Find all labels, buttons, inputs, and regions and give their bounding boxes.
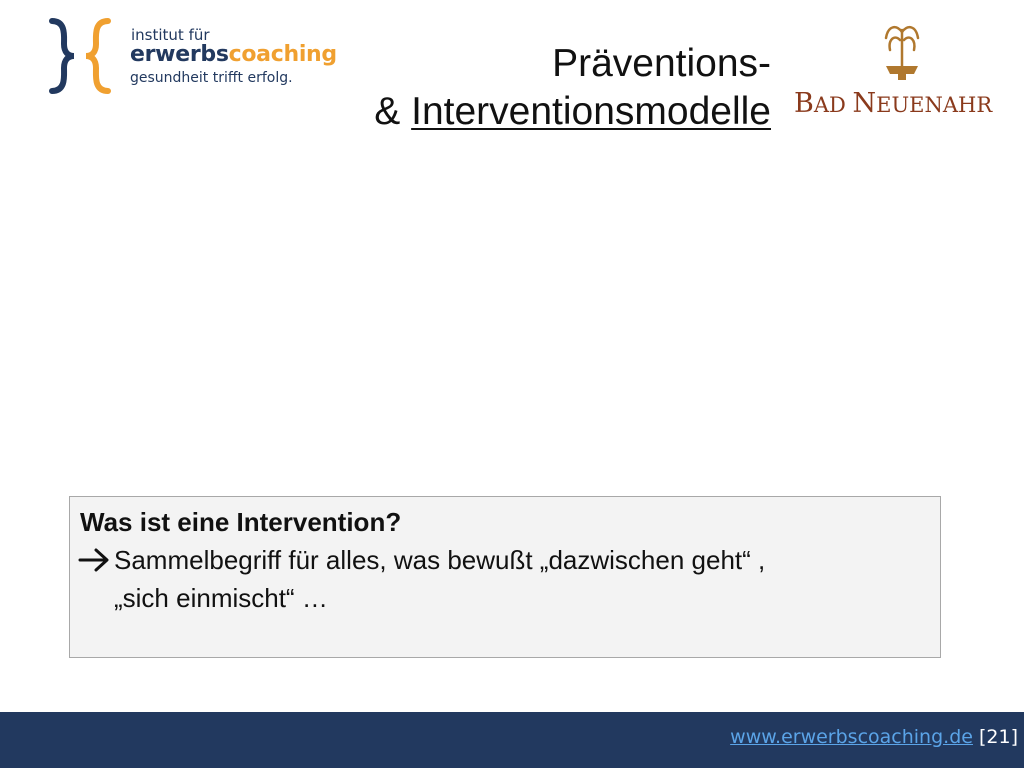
title-underlined-word: Interventionsmodelle <box>411 90 771 133</box>
bad-neuenahr-wordmark <box>794 88 992 119</box>
arrow-right-icon <box>78 547 112 573</box>
title-ampersand: & <box>374 90 412 133</box>
wordmark-b: B <box>794 88 814 119</box>
logo-word-coaching: coaching <box>228 42 337 67</box>
bracket-logo-icon <box>46 18 126 98</box>
title-line-2 <box>374 88 771 136</box>
logo-line-erwerbscoaching <box>130 42 337 67</box>
definition-box <box>69 496 941 658</box>
footer-text <box>730 726 1018 748</box>
wordmark-n: N <box>852 88 877 119</box>
box-heading: Was ist eine Intervention? <box>80 507 402 537</box>
title-line-1: Präventions- <box>552 42 771 85</box>
logo-line-institut: institut für <box>131 26 210 44</box>
logo-word-erwerbs: erwerbs <box>130 42 229 67</box>
wordmark-euenahr: EUENAHR <box>876 93 993 117</box>
fountain-icon <box>872 22 932 84</box>
box-text-line-2: „sich einmischt“ … <box>114 583 328 613</box>
slide-title <box>374 40 771 136</box>
institute-logo <box>46 18 336 98</box>
logo-tagline: gesundheit trifft erfolg. <box>130 70 293 86</box>
bad-neuenahr-logo <box>792 22 1002 122</box>
website-link[interactable]: www.erwerbscoaching.de <box>730 726 973 748</box>
wordmark-ad: AD <box>813 93 853 117</box>
footer-bar <box>0 712 1024 768</box>
page-number: [21] <box>972 726 1018 748</box>
box-text-line-1: Sammelbegriff für alles, was bewußt „dazwischen geht“ , <box>114 545 766 575</box>
